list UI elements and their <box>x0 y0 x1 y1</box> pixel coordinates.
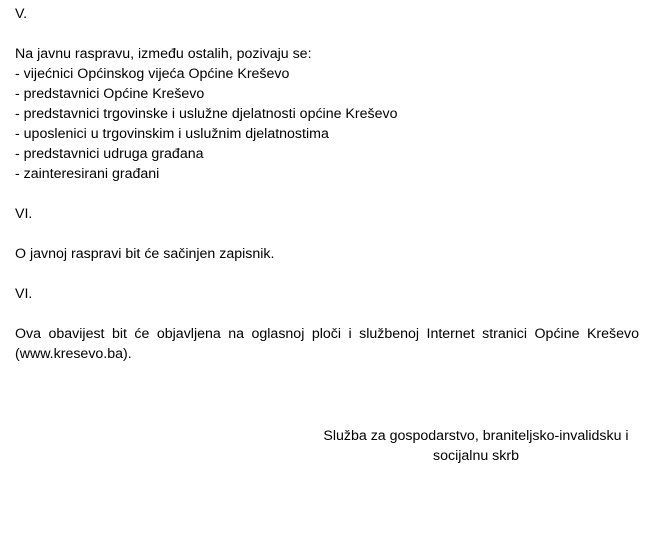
document-body <box>15 4 639 364</box>
minutes-statement: O javnoj raspravi bit će sačinjen zapisnik. <box>15 246 275 262</box>
spacer <box>15 304 639 324</box>
section-vi-second-heading: VI. <box>15 286 33 302</box>
spacer <box>15 264 639 284</box>
invitee-list <box>15 64 639 184</box>
publication-statement-line2: (www.kresevo.ba). <box>15 346 132 362</box>
spacer <box>15 224 639 244</box>
section-v-heading: V. <box>15 6 28 22</box>
spacer <box>15 24 639 44</box>
signature-block <box>300 426 652 466</box>
spacer <box>15 184 639 204</box>
signature-line2: socijalnu skrb <box>433 448 519 464</box>
signature-line1: Služba za gospodarstvo, braniteljsko-invalidsku i <box>323 428 629 444</box>
publication-statement-line1: Ova obavijest bit će objavljena na oglasnoj ploči i službenoj Internet stranici Općine Kreševo <box>15 326 639 342</box>
invitee-item: - uposlenici u trgovinskim i uslužnim djelatnostima <box>15 126 329 142</box>
section-vi-heading: VI. <box>15 206 33 222</box>
invitee-item: - zainteresirani građani <box>15 166 160 182</box>
invitation-intro: Na javnu raspravu, između ostalih, pozivaju se: <box>15 46 312 62</box>
invitee-item: - predstavnici trgovinske i uslužne djelatnosti općine Kreševo <box>15 106 398 122</box>
invitee-item: - vijećnici Općinskog vijeća Općine Kreševo <box>15 66 290 82</box>
invitee-item: - predstavnici udruga građana <box>15 146 204 162</box>
invitee-item: - predstavnici Općine Kreševo <box>15 86 205 102</box>
